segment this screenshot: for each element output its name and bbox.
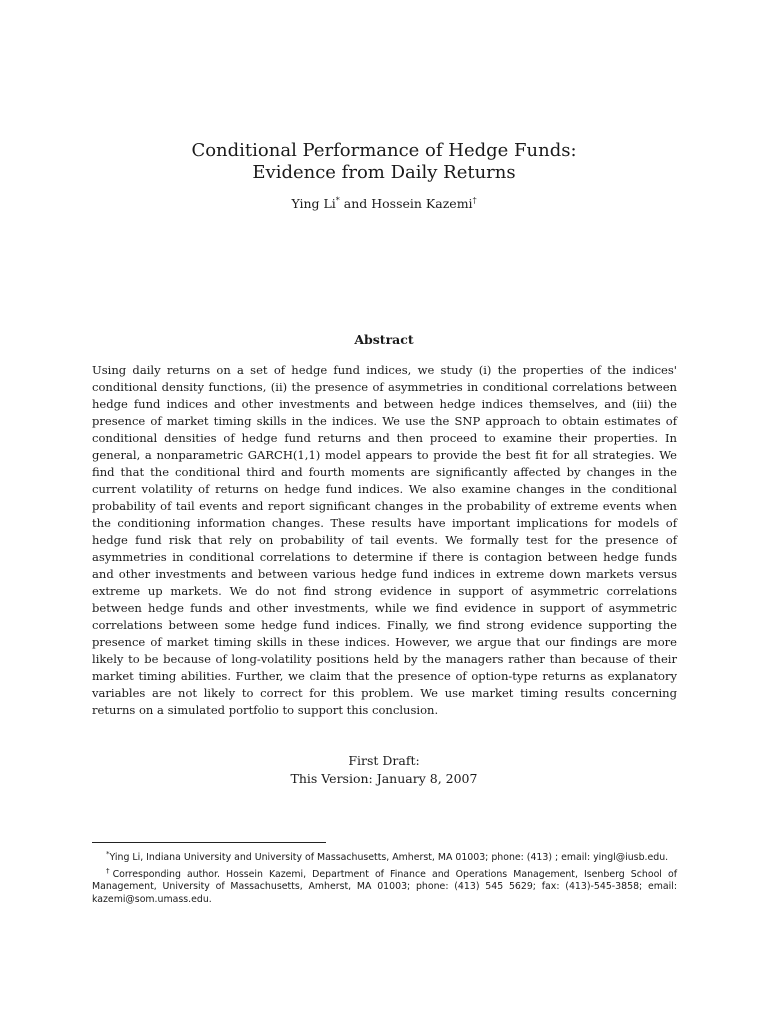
footnote-2-text: Corresponding author. Hossein Kazemi, Department of Finance and Operations Management, Isenberg School of Management, University of Massachusetts, Amherst, MA 01003; phone: (413) 545 5629; fax: (413)-545-3858; email: kazemi@som.umass.edu. <box>92 868 678 905</box>
footnote-1 <box>92 848 677 865</box>
title-line-1: Conditional Performance of Hedge Funds: <box>191 140 577 161</box>
author-line <box>0 196 768 211</box>
footnote-1-text: Ying Li, Indiana University and University of Massachusetts, Amherst, MA 01003; phone: (413) ; email: yingl@iusb.edu. <box>109 852 669 864</box>
footnote-2 <box>92 865 677 907</box>
author-2-footnote-mark: † <box>472 196 477 205</box>
footnote-2-mark: † <box>106 866 113 875</box>
abstract-body: Using daily returns on a set of hedge fund indices, we study (i) the properties of the indices' conditional density functions, (ii) the presence of asymmetries in conditional correlations between hedge fund indices and other investments and between hedge indices themselves, and (iii) the presence of market timing skills in the indices. We use the SNP approach to obtain estimates of conditional densities of hedge fund returns and then proceed to examine their properties. In general, a nonparametric GARCH(1,1) model appears to provide the best fit for all strategies. We find that the conditional third and fourth moments are significantly affected by changes in the current volatility of returns on hedge fund indices. We also examine changes in the conditional probability of tail events and report significant changes in the probability of extreme events when the conditioning information changes. These results have important implications for models of hedge fund risk that rely on probability of tail events. We formally test for the presence of asymmetries in conditional correlations to determine if there is contagion between hedge funds and other investments and between various hedge fund indices in extreme down markets versus extreme up markets. We do not find strong evidence in support of asymmetric correlations between hedge funds and other investments, while we find evidence in support of asymmetric correlations between some hedge fund indices. Finally, we find strong evidence supporting the presence of market timing skills in these indices. However, we argue that our findings are more likely to be because of long-volatility positions held by the managers rather than because of their market timing abilities. Further, we claim that the presence of option-type returns as explanatory variables are not likely to correct for this problem. We use market timing results concerning returns on a simulated portfolio to support this conclusion. <box>92 363 677 717</box>
footnote-1-mark: * <box>106 850 110 858</box>
author-2-name: Hossein Kazemi <box>371 196 473 212</box>
footnote-divider <box>92 842 326 843</box>
paper-title <box>0 140 768 184</box>
draft-info <box>0 752 768 788</box>
footnotes <box>92 848 677 906</box>
draft-label: First Draft: <box>348 753 420 768</box>
author-1-footnote-mark: * <box>335 196 340 205</box>
version-date: This Version: January 8, 2007 <box>290 771 478 786</box>
author-1-name: Ying Li <box>291 196 336 212</box>
author-joiner: and <box>339 196 372 212</box>
abstract-heading: Abstract <box>354 332 414 347</box>
title-line-2: Evidence from Daily Returns <box>252 162 516 183</box>
